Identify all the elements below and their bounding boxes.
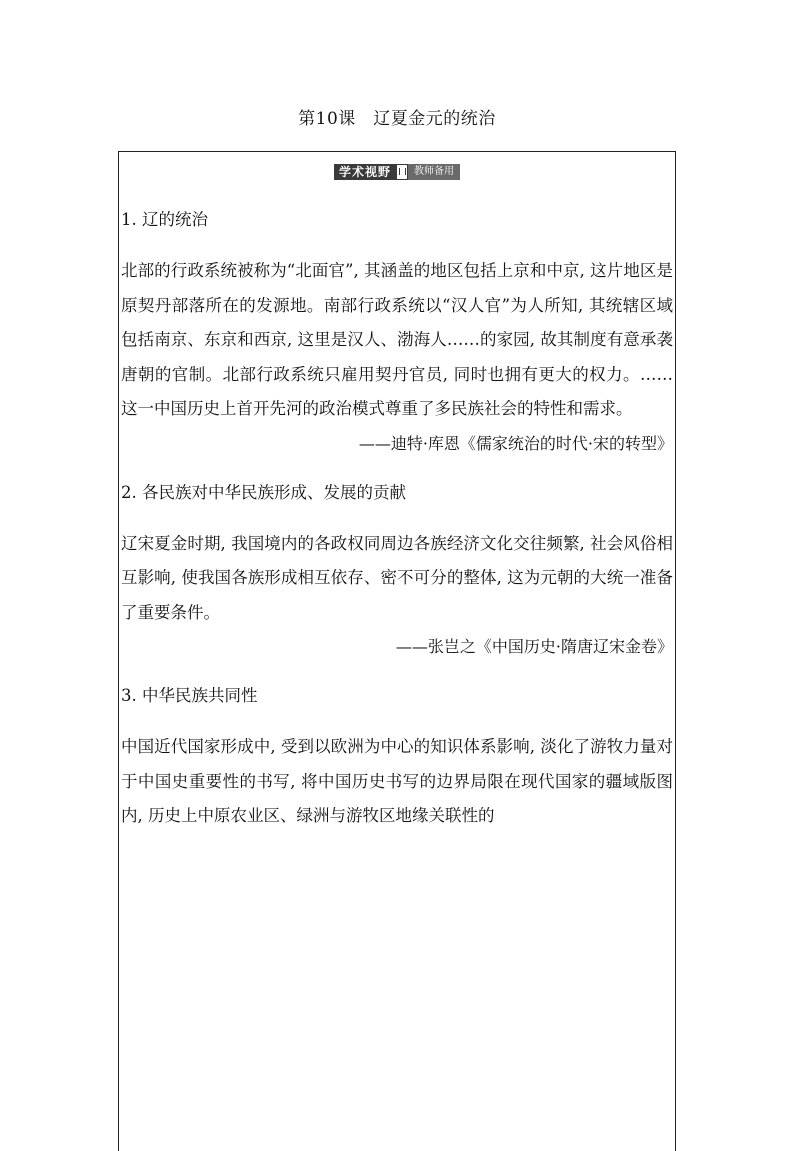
banner-title: 学术视野 bbox=[334, 164, 396, 180]
section-banner bbox=[334, 164, 460, 180]
section-paragraph-1: 北部的行政系统被称为“北面官”, 其涵盖的地区包括上京和中京, 这片地区是原契丹部落所在的发源地。南部行政系统以“汉人官”为人所知, 其统辖区域包括南京、东京和西京, 这里是汉人、渤海人……的家园, 故其制度有意承袭唐朝的官制。北部行政系统只雇用契丹官员, 同时也拥有更大的权力。……这一中国历史上首开先河的政治模式尊重了多民族社会的特性和需求。 bbox=[121, 261, 673, 418]
section-paragraph-3: 中国近代国家形成中, 受到以欧洲为中心的知识体系影响, 淡化了游牧力量对于中国史重要性的书写, 将中国历史书写的边界局限在现代国家的疆域版图内, 历史上中原农业区、绿洲与游牧区地缘关联性的 bbox=[121, 737, 673, 825]
banner-subtitle: 教师备用 bbox=[408, 164, 460, 180]
section-heading-2: 2. 各民族对中华民族形成、发展的贡献 bbox=[121, 482, 406, 502]
section-heading-3: 3. 中华民族共同性 bbox=[121, 686, 258, 705]
section-heading-1: 1. 辽的统治 bbox=[121, 210, 208, 229]
section-source-1: ——迪特·库恩《儒家统治的时代·宋的转型》 bbox=[358, 433, 673, 453]
section-source-2: ——张岂之《中国历史·隋唐辽宋金卷》 bbox=[395, 637, 673, 656]
box-content bbox=[119, 210, 677, 834]
book-icon bbox=[396, 164, 408, 180]
page-title: 第10课 辽夏金元的统治 bbox=[298, 109, 496, 129]
section-paragraph-2: 辽宋夏金时期, 我国境内的各政权同周边各族经济文化交往频繁, 社会风俗相互影响, 使我国各族形成相互依存、密不可分的整体, 这为元朝的大统一准备了重要条件。 bbox=[121, 533, 673, 622]
academic-view-box bbox=[118, 151, 676, 1151]
